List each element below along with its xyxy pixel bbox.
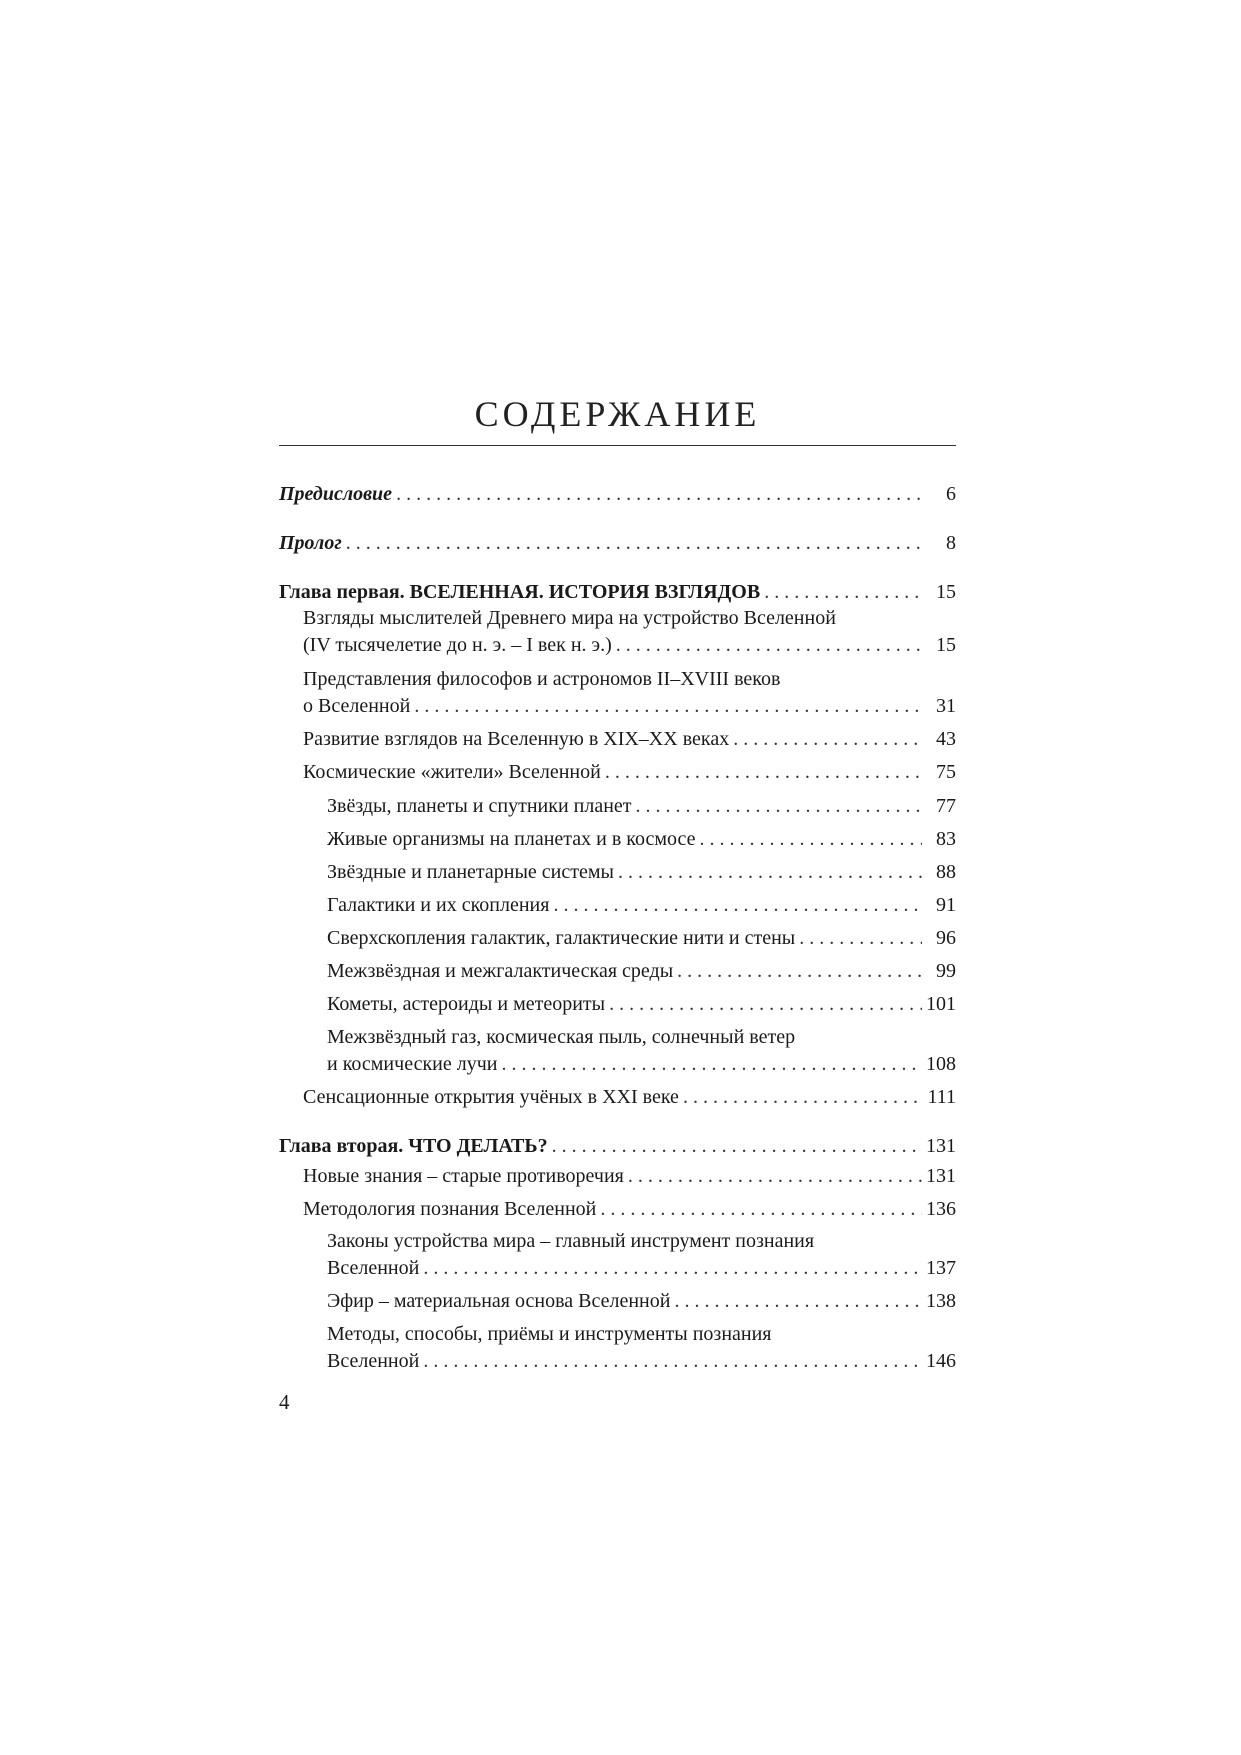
toc-entry-title: Глава вторая. ЧТО ДЕЛАТЬ? bbox=[279, 1135, 548, 1157]
toc-entry-title: Пролог bbox=[279, 532, 342, 554]
leader-dots bbox=[677, 959, 922, 983]
leader-dots bbox=[502, 1052, 923, 1076]
toc-entry-page: 96 bbox=[936, 927, 956, 949]
toc-subsection-laws[interactable] bbox=[327, 1252, 956, 1280]
toc-entry-title: Вселенной bbox=[327, 1350, 420, 1372]
leader-dots bbox=[396, 482, 922, 506]
toc-entry-title: Кометы, астероиды и метеориты bbox=[327, 993, 606, 1015]
leader-dots bbox=[414, 694, 922, 718]
toc-subsection-interstellar-gas[interactable] bbox=[327, 1048, 956, 1076]
toc-entry-page: 8 bbox=[946, 532, 956, 554]
leader-dots bbox=[733, 727, 922, 751]
toc-subsection-ether[interactable] bbox=[327, 1285, 956, 1313]
leader-dots bbox=[552, 1134, 922, 1158]
page-title: СОДЕРЖАНИЕ bbox=[474, 394, 761, 434]
toc-section-discoveries[interactable] bbox=[303, 1081, 956, 1109]
leader-dots bbox=[423, 1256, 922, 1280]
toc-entry-page: 146 bbox=[926, 1350, 956, 1372]
leader-dots bbox=[674, 1289, 922, 1313]
toc-entry-title: о Вселенной bbox=[303, 695, 411, 717]
toc-entry-page: 108 bbox=[926, 1053, 956, 1075]
leader-dots bbox=[628, 1164, 922, 1188]
toc-entry-preface[interactable] bbox=[279, 478, 956, 506]
toc-entry-title: Предисловие bbox=[279, 483, 393, 505]
toc-entry-title: Сверхскопления галактик, галактические нити и стены bbox=[327, 927, 796, 949]
toc-entry-title: Галактики и их скопления bbox=[327, 894, 550, 916]
leader-dots bbox=[799, 926, 922, 950]
toc-entry-page: 131 bbox=[926, 1135, 956, 1157]
toc-entry-title: Глава первая. ВСЕЛЕННАЯ. ИСТОРИЯ ВЗГЛЯДОВ bbox=[279, 581, 761, 603]
toc-entry-title: Звёздные и планетарные системы bbox=[327, 861, 614, 883]
toc-entry-title: и космические лучи bbox=[327, 1053, 498, 1075]
toc-entry-page: 88 bbox=[936, 861, 956, 883]
toc-entry-page: 77 bbox=[936, 795, 956, 817]
toc-subsection-systems[interactable] bbox=[327, 856, 956, 884]
toc-chapter-1[interactable] bbox=[279, 576, 956, 604]
toc-entry-title-line1: Законы устройства мира – главный инструмент познания bbox=[327, 1230, 815, 1252]
toc-entry-title-line1: Представления философов и астрономов II–XVIII веков bbox=[303, 668, 781, 690]
toc-entry-page: 111 bbox=[927, 1086, 956, 1108]
toc-entry-title: Методология познания Вселенной bbox=[303, 1198, 597, 1220]
toc-entry-title-line1: Межзвёздный газ, космическая пыль, солнечный ветер bbox=[327, 1026, 796, 1048]
leader-dots bbox=[683, 1085, 922, 1109]
toc-entry-page: 136 bbox=[926, 1198, 956, 1220]
leader-dots bbox=[600, 1197, 922, 1221]
toc-entry-title: Развитие взглядов на Вселенную в XIX–XX веках bbox=[303, 728, 730, 750]
toc-section-inhabitants[interactable] bbox=[303, 756, 956, 784]
leader-dots bbox=[700, 827, 922, 851]
toc-subsection-medium[interactable] bbox=[327, 955, 956, 983]
leader-dots bbox=[618, 860, 922, 884]
toc-entry-page: 31 bbox=[936, 695, 956, 717]
toc-entry-page: 138 bbox=[926, 1290, 956, 1312]
toc-entry-title: Новые знания – старые противоречия bbox=[303, 1165, 624, 1187]
page-number: 4 bbox=[279, 1390, 290, 1414]
toc-chapter-2[interactable] bbox=[279, 1130, 956, 1158]
toc-entry-title: Эфир – материальная основа Вселенной bbox=[327, 1290, 671, 1312]
toc-entry-page: 131 bbox=[926, 1165, 956, 1187]
toc-section-ancient-views[interactable] bbox=[303, 629, 956, 657]
toc-section-new-knowledge[interactable] bbox=[303, 1160, 956, 1188]
toc-entry-prologue[interactable] bbox=[279, 527, 956, 555]
toc-subsection-stars[interactable] bbox=[327, 790, 956, 818]
toc-subsection-organisms[interactable] bbox=[327, 823, 956, 851]
leader-dots bbox=[346, 531, 922, 555]
toc-entry-page: 83 bbox=[936, 828, 956, 850]
toc-section-development[interactable] bbox=[303, 723, 956, 751]
leader-dots bbox=[636, 794, 922, 818]
table-of-contents bbox=[279, 0, 956, 1755]
toc-entry-page: 91 bbox=[936, 894, 956, 916]
toc-entry-page: 43 bbox=[936, 728, 956, 750]
toc-entry-title-line1: Методы, способы, приёмы и инструменты познания bbox=[327, 1323, 772, 1345]
toc-section-philosophers[interactable] bbox=[303, 690, 956, 718]
toc-entry-title: Космические «жители» Вселенной bbox=[303, 761, 601, 783]
toc-entry-title: Межзвёздная и межгалактическая среды bbox=[327, 960, 674, 982]
toc-entry-title: (IV тысячелетие до н. э. – I век н. э.) bbox=[303, 634, 612, 656]
toc-entry-title: Живые организмы на планетах и в космосе bbox=[327, 828, 696, 850]
toc-entry-title: Сенсационные открытия учёных в XXI веке bbox=[303, 1086, 679, 1108]
toc-entry-page: 137 bbox=[926, 1257, 956, 1279]
toc-subsection-methods[interactable] bbox=[327, 1345, 956, 1373]
toc-entry-page: 99 bbox=[936, 960, 956, 982]
leader-dots bbox=[553, 893, 922, 917]
toc-subsection-galaxies[interactable] bbox=[327, 889, 956, 917]
toc-entry-title-line1: Взгляды мыслителей Древнего мира на устройство Вселенной bbox=[303, 607, 836, 629]
toc-section-methodology[interactable] bbox=[303, 1193, 956, 1221]
leader-dots bbox=[605, 760, 922, 784]
toc-entry-title: Звёзды, планеты и спутники планет bbox=[327, 795, 632, 817]
toc-entry-page: 15 bbox=[936, 581, 956, 603]
leader-dots bbox=[609, 992, 922, 1016]
toc-entry-page: 6 bbox=[946, 483, 956, 505]
toc-entry-page: 101 bbox=[926, 993, 956, 1015]
toc-subsection-comets[interactable] bbox=[327, 988, 956, 1016]
toc-entry-page: 75 bbox=[936, 761, 956, 783]
leader-dots bbox=[764, 580, 922, 604]
toc-entry-page: 15 bbox=[936, 634, 956, 656]
leader-dots bbox=[423, 1349, 922, 1373]
toc-subsection-superclusters[interactable] bbox=[327, 922, 956, 950]
leader-dots bbox=[616, 633, 922, 657]
toc-entry-title: Вселенной bbox=[327, 1257, 420, 1279]
